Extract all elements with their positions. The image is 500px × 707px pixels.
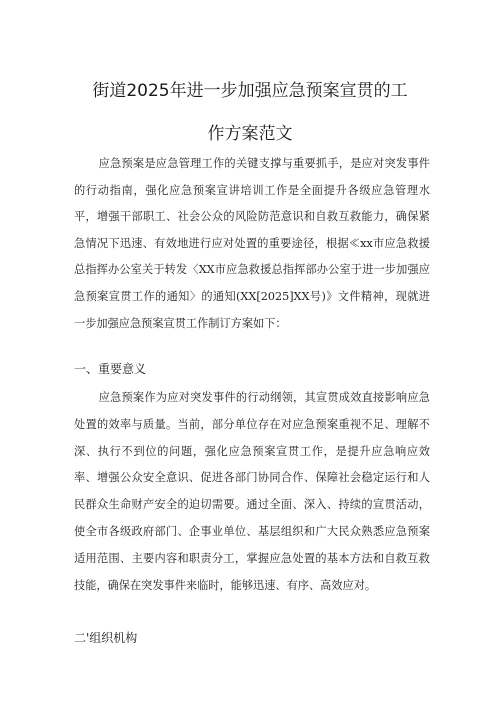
section-heading-significance: 一、重要意义 (74, 362, 147, 376)
document-title-line-2: 作方案范文 (207, 124, 293, 144)
document-title-line-1: 街道2025年进一步加强应急预案宣贯的工 (92, 81, 408, 101)
significance-paragraph: 应急预案作为应对突发事件的行动纲领，其宣贯成效直接影响应急处置的效率与质量。当前，部分单位存在对应急预案重视不足、理解不深、执行不到位的问题，强化应急预案宣贯工作，是提升应急响应效率、增强公众安全意识、促进各部门协同合作、保障社会稳定运行和人民群众生命财产安全的迫切需要。通过全面、深入、持续的宣贯活动，使全市各级政府部门、企事业单位、基层组织和广大民众熟悉应急预案适用范围、主要内容和职责分工，掌握应急处置的基本方法和自救互救技能，确保在突发事件来临时，能够迅速、有序、高效应对。 (74, 391, 430, 592)
intro-paragraph: 应急预案是应急管理工作的关键支撑与重要抓手，是应对突发事件的行动指南，强化应急预案宣讲培训工作是全面提升各级应急管理水平，增强干部职工、社会公众的风险防范意识和自救互救能力，确保紧急情况下迅速、有效地进行应对处置的重要途径，根据≪xx市应急救援总指挥办公室关于转发〈XX市应急救援总指挥部办公室于进一步加强应急预案宣贯工作的通知〉的通知(XX[2025]XX号)》文件精神，现就进一步加强应急预案宣贯工作制订方案如下： (74, 157, 430, 330)
section-heading-organization: 二'组织机构 (74, 631, 138, 645)
